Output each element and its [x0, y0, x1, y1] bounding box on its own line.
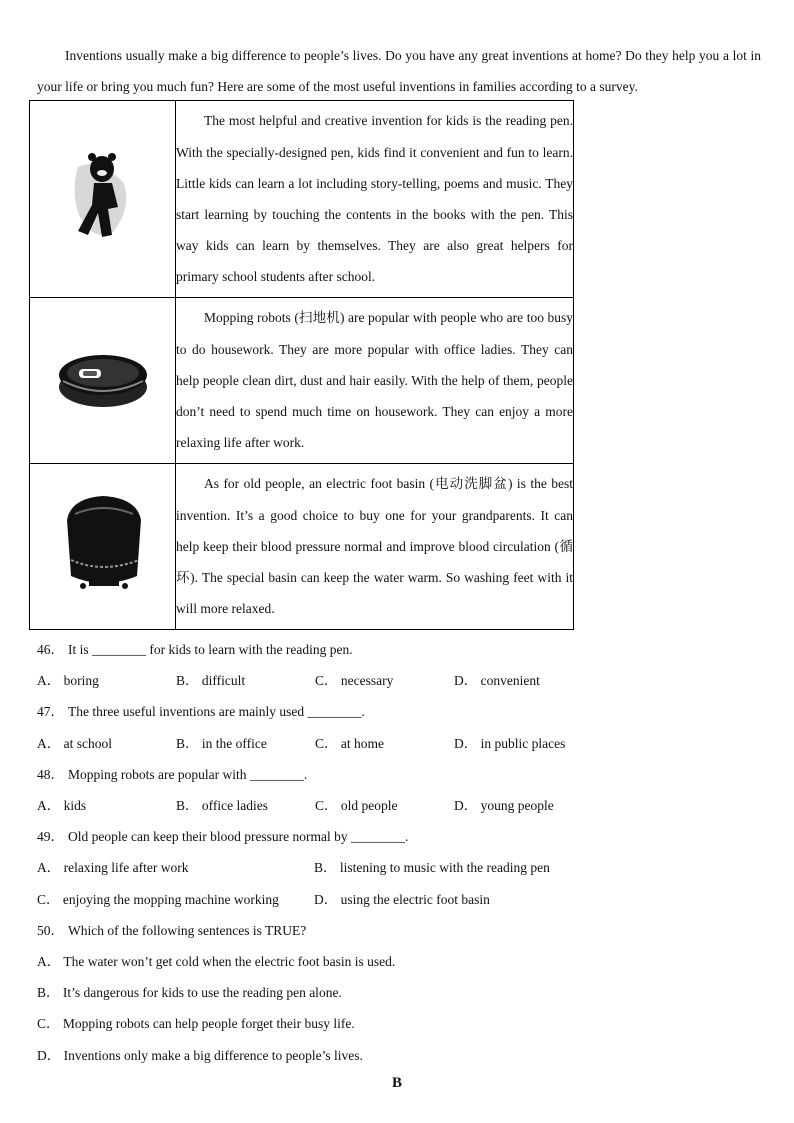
option-d[interactable]: D． in public places	[454, 735, 566, 751]
table-row	[30, 298, 574, 464]
option-c[interactable]: C． old people	[315, 798, 398, 814]
image-cell	[30, 298, 176, 464]
intro-passage	[37, 40, 761, 102]
option-d[interactable]: D． convenient	[454, 673, 540, 689]
image-cell	[30, 464, 176, 630]
option-a[interactable]: A． kids	[37, 798, 87, 814]
text-cell	[176, 464, 574, 630]
option-b[interactable]: B． listening to music with the reading pen	[314, 860, 550, 876]
option-row	[37, 852, 761, 883]
inventions-table	[29, 100, 574, 630]
section-label: B	[391, 1075, 402, 1091]
option-row	[37, 884, 761, 915]
option-d[interactable]: D． Inventions only make a big difference to people’s lives.	[37, 1047, 363, 1063]
option-a[interactable]: A． boring	[37, 673, 99, 689]
option-row	[37, 790, 761, 821]
option-c[interactable]: C． necessary	[315, 673, 394, 689]
option-b[interactable]: B． in the office	[176, 735, 267, 751]
table-row	[30, 464, 574, 630]
option-row	[37, 728, 761, 759]
invention-text: The most helpful and creative invention for kids is the reading pen. With the specially-designed pen, kids find it convenient and fun to learn. Little kids can learn a lot including story-telling, poems and music. They start learning by touching the contents in the books with the pen. This way kids can learn by themselves. They are also great helpers for primary school students after school.	[176, 113, 573, 285]
foot-basin-icon	[53, 490, 153, 600]
invention-text: As for old people, an electric foot basin (电动洗脚盆) is the best invention. It’s a good choice to buy one for your grandparents. It can help keep their blood pressure normal and improve blood circulation (循环). The special basin can keep the water warm. So washing feet with it will more relaxed.	[176, 476, 573, 617]
question-stem: 49． Old people can keep their blood pressure normal by ________.	[37, 829, 409, 845]
text-cell	[176, 298, 574, 464]
reading-pen-icon	[68, 147, 138, 247]
option-d[interactable]: D． using the electric foot basin	[314, 891, 490, 907]
question-stem: 48． Mopping robots are popular with ________.	[37, 766, 308, 782]
option-b[interactable]: B． It’s dangerous for kids to use the reading pen alone.	[37, 985, 342, 1001]
option-d[interactable]: D． young people	[454, 798, 554, 814]
option-c[interactable]: C． enjoying the mopping machine working	[37, 891, 279, 907]
table-row	[30, 101, 574, 298]
image-cell	[30, 101, 176, 298]
option-row	[37, 665, 761, 696]
option-a[interactable]: A． The water won’t get cold when the electric foot basin is used.	[37, 954, 396, 970]
question-stem: 50． Which of the following sentences is TRUE?	[37, 922, 307, 938]
mopping-robot-icon	[53, 339, 153, 419]
question-stem: 47． The three useful inventions are mainly used ________.	[37, 704, 365, 720]
option-b[interactable]: B． difficult	[176, 673, 246, 689]
questions-section	[37, 634, 761, 1071]
option-b[interactable]: B． office ladies	[176, 798, 268, 814]
option-a[interactable]: A． at school	[37, 735, 112, 751]
option-c[interactable]: C． at home	[315, 735, 384, 751]
text-cell	[176, 101, 574, 298]
option-a[interactable]: A． relaxing life after work	[37, 860, 189, 876]
option-c[interactable]: C． Mopping robots can help people forget their busy life.	[37, 1016, 355, 1032]
intro-text: Inventions usually make a big difference to people’s lives. Do you have any great inventions at home? Do they help you a lot in your life or bring you much fun? Here are some of the most useful inventions in families according to a survey.	[37, 48, 761, 94]
question-stem: 46． It is ________ for kids to learn with the reading pen.	[37, 642, 353, 657]
invention-text: Mopping robots (扫地机) are popular with people who are too busy to do housework. They are more popular with office ladies. They can help people clean dirt, dust and hair easily. With the help of them, people don’t need to spend much time on housework. They can enjoy a more relaxing life after work.	[176, 310, 573, 451]
